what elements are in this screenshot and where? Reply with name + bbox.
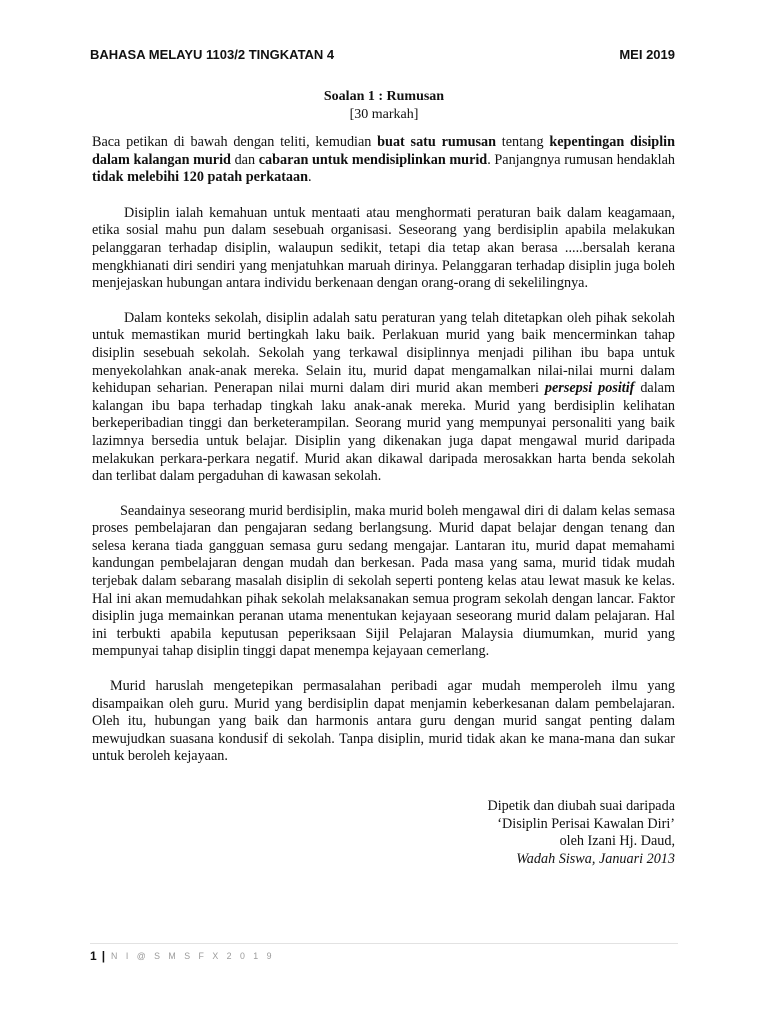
passage-paragraph-1: Disiplin ialah kemahuan untuk mentaati atau menghormati peraturan baik dalam keagamaan, etika sosial mahu pun dalam sesebuah organisasi. Seseorang yang berdisiplin apabila melakukan pelanggaran terhadap disiplin, walaupun sedikit, tetapi dia tetap akan berasa .....bersalah kerana mengkhianati diri sendiri yang menjatuhkan maruah dirinya. Pelanggaran terhadap disiplin juga boleh menjejaskan hubungan antara individu berkenaan dengan orang-orang di sekelilingnya. — [92, 204, 675, 292]
instruction-text-4: . Panjangnya rumusan hendaklah — [487, 151, 675, 168]
header-date: MEI 2019 — [619, 46, 675, 62]
question-marks: [30 markah] — [349, 107, 419, 122]
source-line-adapted: Dipetik dan diubah suai daripada — [487, 798, 675, 814]
instruction-text-2: tentang — [495, 134, 550, 150]
passage-paragraph-4: Murid haruslah mengetepikan permasalahan peribadi agar mudah memperoleh ilmu yang disampaikan oleh guru. Murid yang berdisiplin dapat menjamin keberkesanan dalam pembelajaran. Oleh itu, hubungan yang baik dan harmonis antara guru dengan murid sangat penting dalam mewujudkan suasana kondusif di sekolah. Tanpa disiplin, murid tidak akan ke mana-mana dan sukar untuk beroleh kejayaan. — [92, 678, 675, 765]
paragraph-2-text-after: dalam kalangan ibu bapa terhadap tingkah laku anak-anak mereka. Murid yang berdisiplin kelihatan berkeperibadian tinggi dan berketerampilan. Seorang murid yang mempunyai personaliti yang baik lazimnya bersedia untuk belajar. Disiplin yang dikenakan juga dapat mengawal murid daripada melakukan perkara-perkara negatif. Murid akan dikawal daripada merosakkan harta benda sekolah dan terlibat dalam pergaduhan di kawasan sekolah. — [92, 380, 675, 485]
instruction-bold-challenges: cabaran untuk mendisiplinkan murid — [258, 151, 488, 168]
instruction-text-3: dan — [230, 151, 259, 168]
footer-code: N I @ S M S F X 2 0 1 9 — [111, 951, 275, 961]
positive-perception-emphasis: persepsi positif — [544, 380, 635, 397]
instruction-text-1: Baca petikan di bawah dengan teliti, kemudian — [92, 134, 378, 150]
instruction-bold-importance: kepentingan disiplin dalam kalangan murid — [92, 134, 675, 168]
source-line-publication: Wadah Siswa, Januari 2013 — [516, 850, 675, 867]
source-line-author: oleh Izani Hj. Daud, — [559, 833, 675, 849]
document-header — [90, 40, 675, 68]
passage-paragraph-3: Seandainya seseorang murid berdisiplin, maka murid boleh mengawal diri di dalam kelas semasa proses pembelajaran dan pengajaran sedang berlangsung. Murid dapat belajar dengan tenang dan selesa kerana tiada gangguan semasa guru sedang mengajar. Lantaran itu, murid dapat memahami kandungan pembelajaran dengan mudah dan berkesan. Pada masa yang sama, murid tidak mudah terjebak dalam sebarang masalah disiplin di sekolah seperti ponteng kelas atau lewat masuk ke kelas. Hal ini akan memudahkan pihak sekolah melaksanakan semua program sekolah dengan lancar. Faktor disiplin juga memainkan peranan utama menentukan kejayaan seseorang murid dalam pelajaran. Hal ini terbukti apabila keputusan peperiksaan Sijil Pelajaran Malaysia diumumkan, murid yang mempunyai tahap disiplin tinggi dapat menempa kejayaan cemerlang. — [92, 502, 675, 660]
question-heading: Soalan 1 : Rumusan — [323, 89, 445, 104]
instruction-paragraph — [92, 134, 675, 187]
question-title — [0, 88, 768, 124]
instruction-bold-word-limit: tidak melebihi 120 patah perkataan — [92, 169, 308, 186]
footer-separator: | — [101, 949, 106, 963]
instruction-text-5: . — [308, 169, 312, 186]
source-line-title: ‘Disiplin Perisai Kawalan Diri’ — [497, 815, 675, 832]
page-number: 1 — [90, 949, 97, 963]
document-footer — [90, 948, 275, 964]
paragraph-2-text-before: Dalam konteks sekolah, disiplin adalah satu peraturan yang telah ditetapkan oleh pihak sekolah untuk memastikan murid bertingkah laku baik. Perlakuan murid yang baik mencerminkan tahap disiplin sesebuah sekolah. Sekolah yang terkawal disiplinnya menjadi pilihan ibu bapa untuk menyekolahkan anak-anak mereka. Selain itu, murid dapat mengamalkan nilai-nilai murni dalam kehidupan seharian. Penerapan nilai murni dalam diri murid akan memberi — [92, 309, 675, 397]
question-content — [92, 134, 675, 783]
footer-divider — [90, 943, 678, 944]
passage-paragraph-2 — [92, 310, 675, 486]
instruction-bold-summary: buat satu rumusan — [377, 134, 496, 150]
source-citation — [487, 798, 675, 868]
header-subject: BAHASA MELAYU 1103/2 TINGKATAN 4 — [90, 46, 335, 62]
